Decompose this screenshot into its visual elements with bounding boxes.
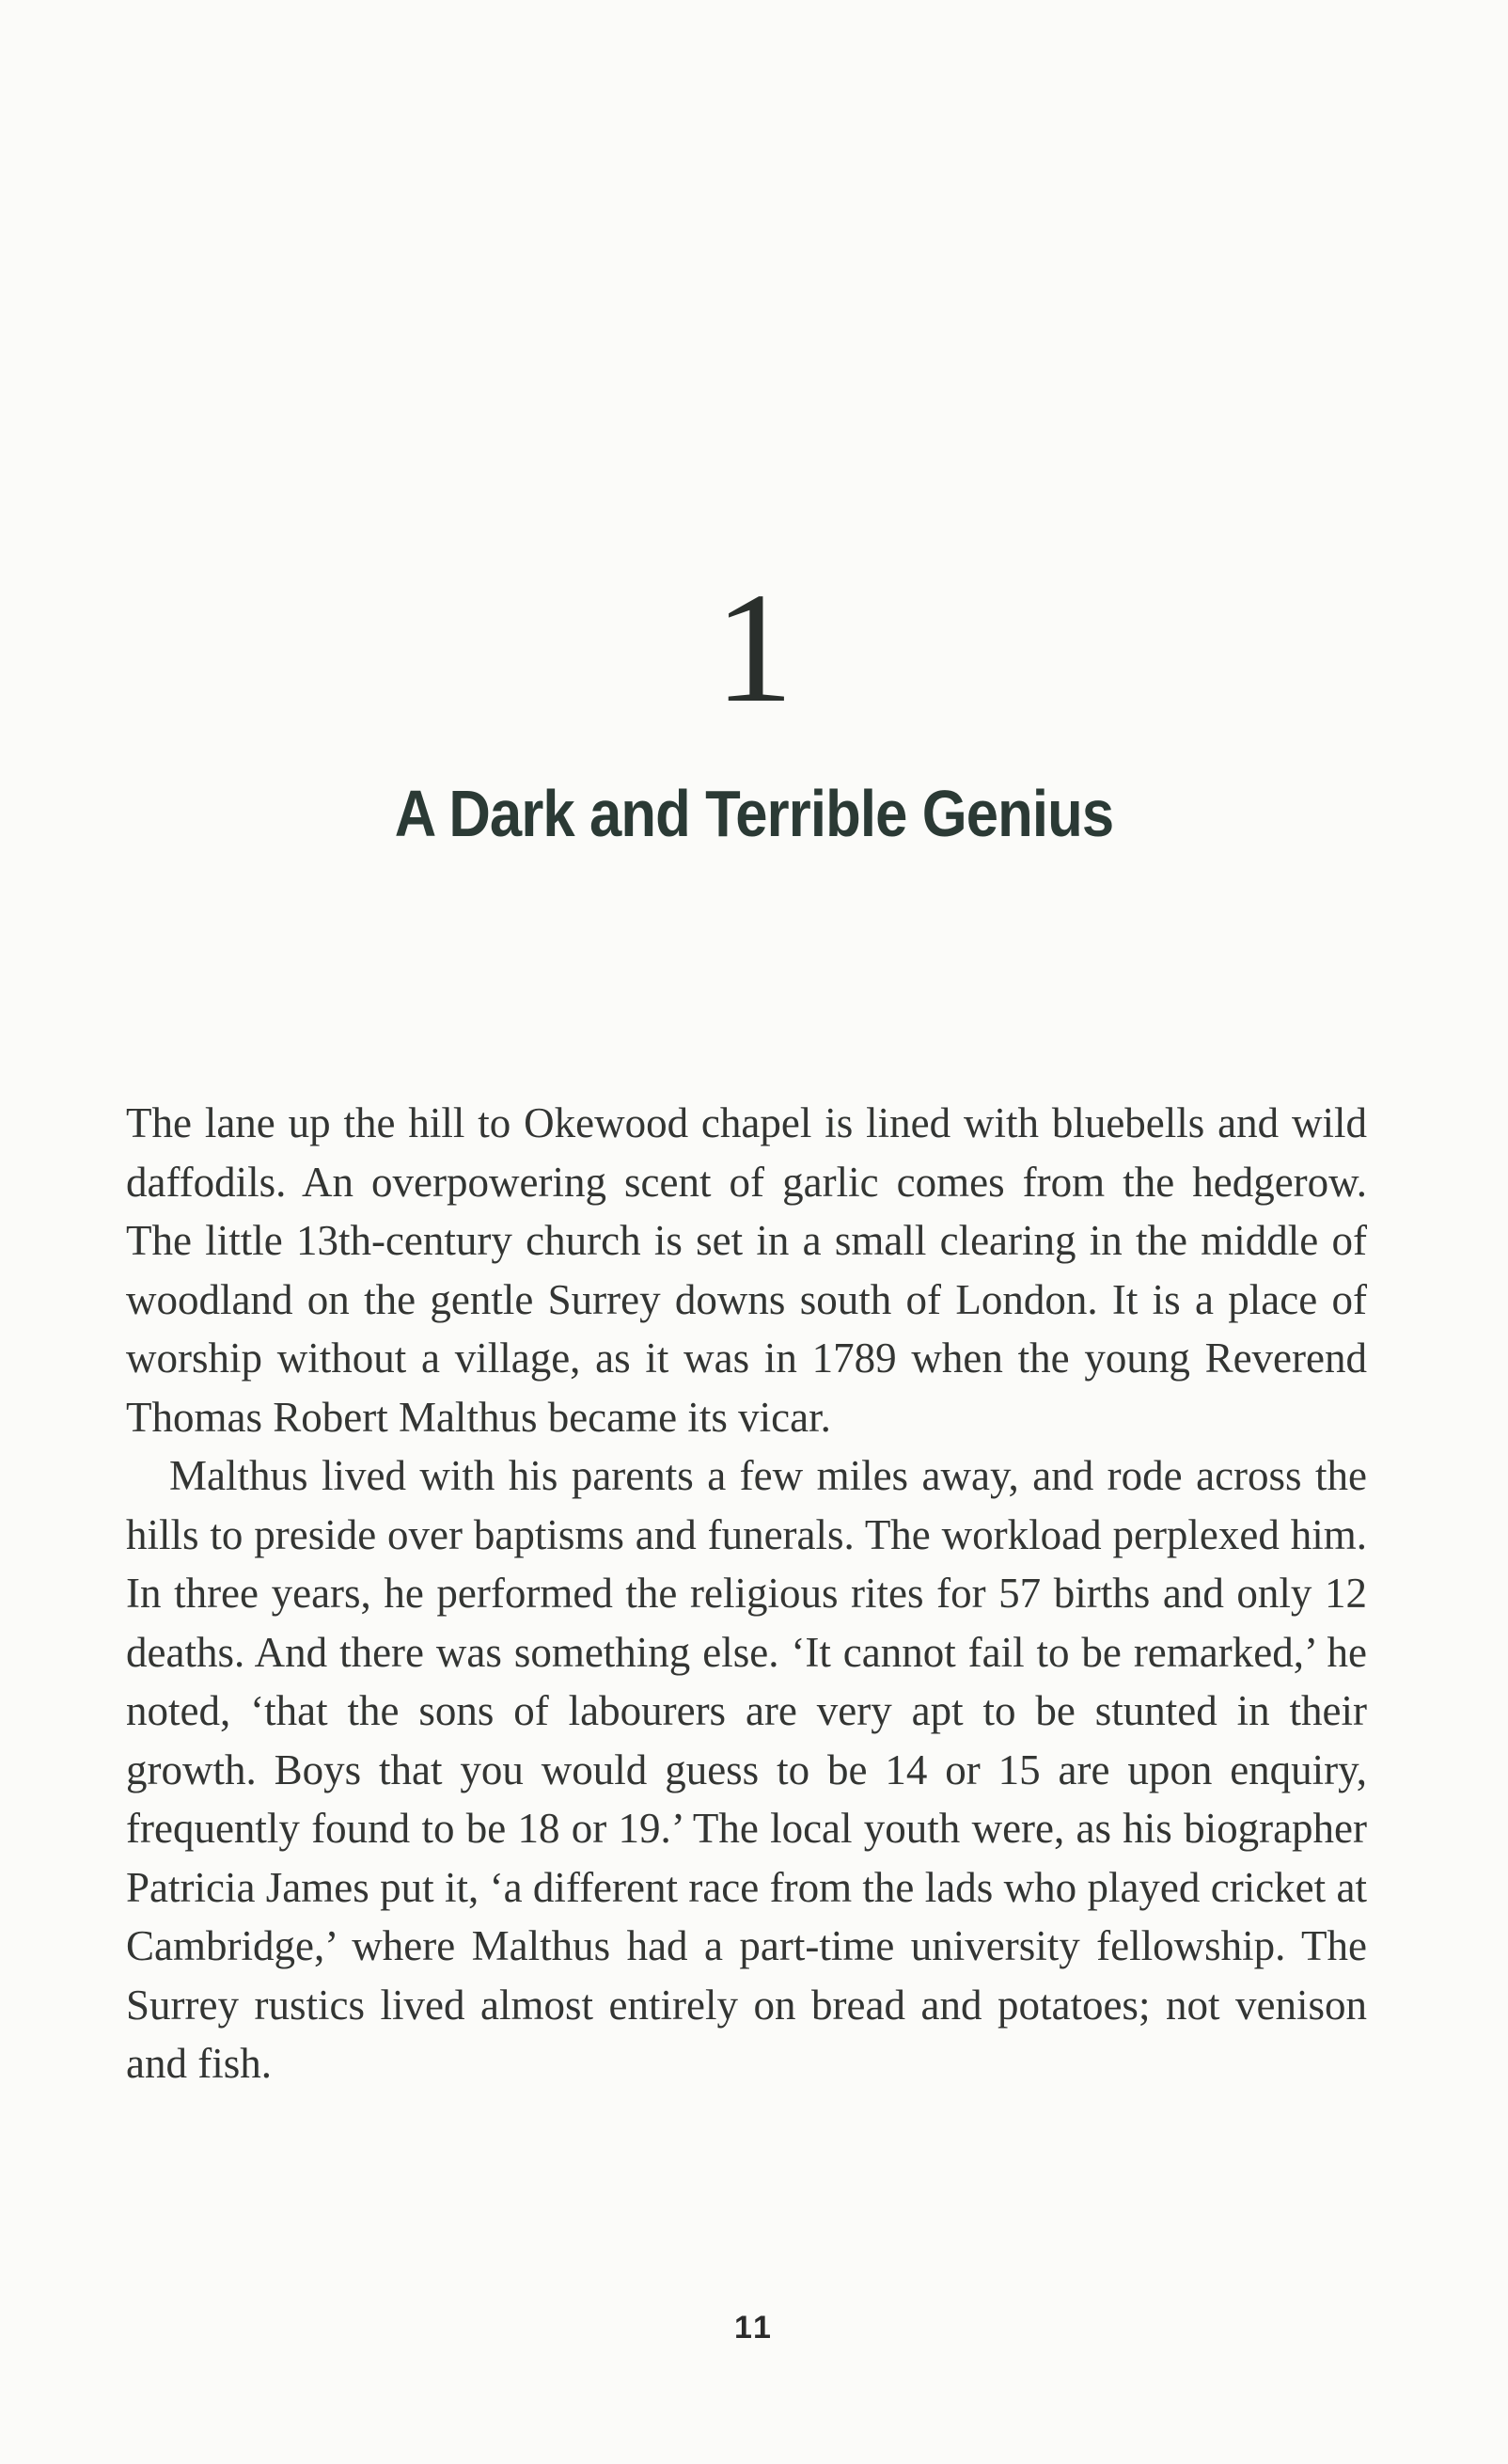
chapter-number: 1	[715, 561, 793, 735]
paragraph-2: Malthus lived with his parents a few miles away, and rode across the hills to preside over baptisms and funerals. The workload perplexed him. In three years, he performed the religious rites for 57 births and only 12 deaths. And there was something else. ‘It cannot fail to be remarked,’ he noted, ‘that the sons of labourers are very apt to be stunted in their growth. Boys that you would guess to be 14 or 15 are upon enquiry, frequently found to be 18 or 19.’ The local youth were, as his biographer Patricia James put it, ‘a different race from the lads who played cricket at Cambridge,’ where Malthus had a part-time university fellowship. The Surrey rustics lived almost entirely on bread and potatoes; not venison and fish.	[126, 1452, 1367, 2087]
body-text	[126, 1094, 1367, 2093]
chapter-title: A Dark and Terrible Genius	[394, 777, 1114, 850]
paragraph-1: The lane up the hill to Okewood chapel is lined with bluebells and wild daffodils. An overpowering scent of garlic comes from the hedgerow. The little 13th-century church is set in a small clearing in the middle of woodland on the gentle Surrey downs south of London. It is a place of worship without a village, as it was in 1789 when the young Reverend Thomas Robert Malthus became its vicar.	[126, 1099, 1367, 1441]
page-number: 11	[734, 2310, 774, 2346]
